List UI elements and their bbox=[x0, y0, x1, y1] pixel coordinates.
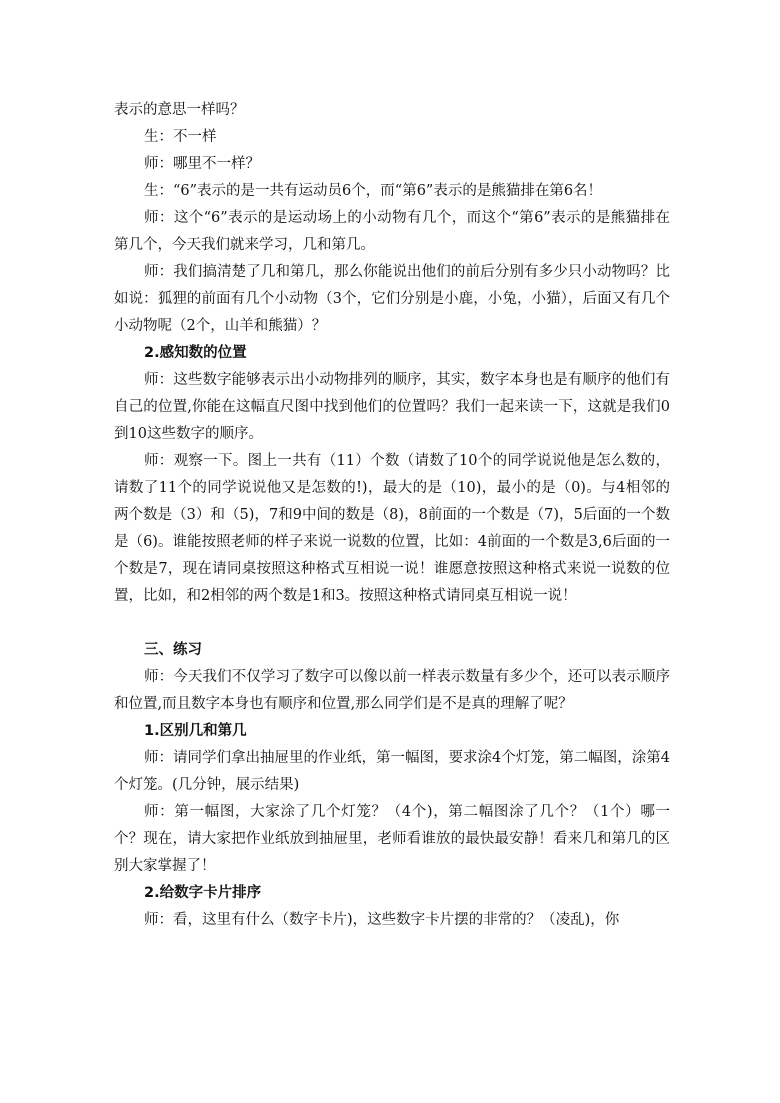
paragraph: 师：第一幅图，大家涂了几个灯笼？（4个)，第二幅图涂了几个？（1个）哪一个？现在，请大家把作业纸放到抽屉里，老师看谁放的最快最安静！看来几和第几的区别大家掌握了！ bbox=[114, 804, 670, 874]
paragraph: 表示的意思一样吗？ bbox=[114, 102, 245, 118]
subheading: 1.区别几和第几 bbox=[144, 723, 247, 739]
paragraph: 生：“6”表示的是一共有运动员6个，而“第6”表示的是熊猫排在第6名！ bbox=[144, 183, 603, 199]
paragraph: 师：这个“6”表示的是运动场上的小动物有几个，而这个“第6”表示的是熊猫排在第几个，今天我们就来学习，几和第几。 bbox=[114, 210, 670, 253]
paragraph: 师：我们搞清楚了几和第几，那么你能说出他们的前后分别有多少只小动物吗？比如说：狐狸的前面有几个小动物（3个，它们分别是小鹿，小兔，小猫），后面又有几个小动物呢（2个，山羊和熊猫）？ bbox=[114, 264, 670, 334]
paragraph: 师：今天我们不仅学习了数字可以像以前一样表示数量有多少个，还可以表示顺序和位置,而且数字本身也有顺序和位置,那么同学们是不是真的理解了呢？ bbox=[114, 669, 670, 712]
spacer bbox=[114, 610, 670, 637]
paragraph: 师：这些数字能够表示出小动物排列的顺序，其实，数字本身也是有顺序的他们有自己的位置,你能在这幅直尺图中找到他们的位置吗？我们一起来读一下，这就是我们0到10这些数字的顺序。 bbox=[114, 372, 670, 442]
paragraph: 师：观察一下。图上一共有（11）个数（请数了10个的同学说说他是怎么数的，请数了11个的同学说说他又是怎数的!)，最大的是（10)，最小的是（0)。与4相邻的两个数是（3）和（5)，7和9中间的数是（8)，8前面的一个数是（7)，5后面的一个数是（6)。谁能按照老师的样子来说一说数的位置，比如：4前面的一个数是3,6后面的一个数是7，现在请同桌按照这种格式互相说一说！谁愿意按照这种格式来说一说数的位置，比如，和2相邻的两个数是1和3。按照这种格式请同桌互相说一说！ bbox=[114, 453, 670, 604]
paragraph: 生：不一样 bbox=[144, 129, 217, 145]
paragraph: 师：看，这里有什么（数字卡片)，这些数字卡片摆的非常的？（凌乱)，你 bbox=[144, 912, 620, 928]
subheading: 2.感知数的位置 bbox=[144, 345, 247, 361]
subheading: 2.给数字卡片排序 bbox=[144, 885, 262, 901]
paragraph: 师：哪里不一样？ bbox=[144, 156, 260, 172]
section-heading: 三、练习 bbox=[144, 642, 202, 658]
document-page bbox=[114, 97, 670, 934]
paragraph: 师：请同学们拿出抽屉里的作业纸，第一幅图，要求涂4个灯笼，第二幅图，涂第4个灯笼。(几分钟，展示结果) bbox=[114, 750, 670, 793]
